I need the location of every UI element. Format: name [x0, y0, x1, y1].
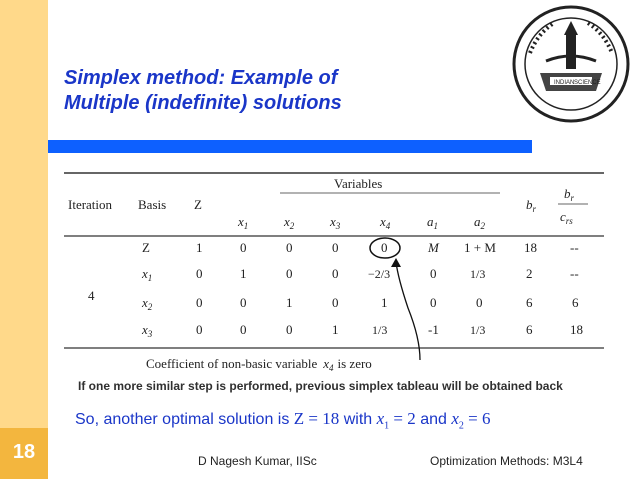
row-x3-x2: 0: [286, 322, 293, 337]
svg-text:a2: [474, 214, 486, 231]
svg-text:x1: [237, 214, 248, 231]
row-x2-basis: $x_2$: [142, 295, 153, 312]
note-line: If one more similar step is performed, previous simplex tableau will be obtained back: [78, 379, 563, 393]
col-a2-base: a: [474, 214, 481, 229]
row-x1-br: 2: [526, 266, 533, 281]
row-x3-x4: 1/3: [372, 323, 388, 337]
col-a2-sub: 2: [480, 221, 485, 231]
row-z-ratio: --: [570, 240, 579, 255]
annotation-arrowhead: [391, 258, 401, 267]
header-ratio-denominator: $c_{rs}$: [560, 209, 573, 226]
col-x3-sub: 3: [335, 221, 341, 231]
row-x1-z: 0: [196, 266, 203, 281]
row-x2-x1: 0: [240, 295, 247, 310]
col-x4-base: x: [380, 214, 386, 229]
col-x1-sub: 1: [243, 221, 249, 231]
row-z-x1: 0: [240, 240, 247, 255]
row-x2-br: 6: [526, 295, 533, 310]
col-a1-sub: 1: [433, 221, 438, 231]
title-underline-rule: [48, 140, 532, 153]
row-x2-x3: 0: [332, 295, 339, 310]
conclusion-x1: = 2: [393, 409, 416, 428]
slide-title: [64, 66, 504, 116]
conclusion-line: So, another optimal solution is Z = 18 with $x_1 = 2$ and $x_2 = 6$: [75, 409, 491, 432]
slide-number: 18: [12, 441, 36, 463]
row-x1-basis: $x_1$: [142, 266, 153, 283]
row-x2-ratio: 6: [572, 295, 579, 310]
annotation-arrow: [396, 262, 420, 360]
row-z-x2: 0: [286, 240, 293, 255]
conclusion-with: with: [339, 411, 377, 428]
row-x2-x2: 1: [286, 295, 293, 310]
slide-title-line-1: Simplex method: Example of: [64, 67, 338, 89]
col-x2-sub: 2: [289, 221, 295, 231]
row-x3-x1: 0: [240, 322, 247, 337]
left-sidebar-band: [0, 0, 48, 479]
conclusion-x2: = 6: [468, 409, 491, 428]
conclusion-and: and: [415, 411, 452, 428]
row-x1-x4: −2/3: [368, 267, 391, 281]
conclusion-z: Z = 18: [293, 409, 340, 428]
slide-title-line-2: Multiple (indefinite) solutions: [64, 92, 342, 114]
row-x3-ratio: 18: [570, 322, 583, 337]
svg-text:a1: [427, 214, 438, 231]
header-variable-columns: [237, 214, 486, 231]
institute-logo: [510, 3, 632, 125]
row-x3-br: 6: [526, 322, 533, 337]
header-br: $b_r$: [526, 197, 537, 214]
table-row: [141, 322, 583, 339]
row-z-x4: 0: [381, 240, 388, 255]
row-x3-basis: $x_3$: [142, 322, 153, 339]
table-row: [141, 266, 579, 283]
row-x1-x1: 1: [240, 266, 247, 281]
row-x1-x2: 0: [286, 266, 293, 281]
table-row: [142, 240, 579, 255]
logo-text-side: SCIENCE: [574, 80, 601, 86]
header-z: Z: [194, 197, 202, 212]
col-x4-sub: 4: [385, 221, 391, 231]
row-x3-x3: 1: [332, 322, 339, 337]
row-x1-a2: 1/3: [470, 267, 486, 281]
col-x1-base: x: [238, 214, 244, 229]
row-z-br: 18: [524, 240, 537, 255]
table-row: [141, 295, 579, 312]
col-x3-base: x: [330, 214, 336, 229]
header-basis: Basis: [138, 197, 167, 212]
row-x3-a2: 1/3: [470, 323, 486, 337]
row-x1-ratio: --: [570, 266, 579, 281]
row-z-x3: 0: [332, 240, 339, 255]
row-z-a2: 1 + M: [464, 240, 496, 255]
row-z-z: 1: [196, 240, 203, 255]
simplex-tableau: [60, 168, 608, 378]
row-x2-x4: 1: [381, 295, 388, 310]
row-x2-z: 0: [196, 295, 203, 310]
footer-course: Optimization Methods: M3L4: [430, 454, 583, 468]
row-z-a1: M: [428, 240, 439, 255]
iteration-value: 4: [88, 288, 95, 303]
row-z-basis: Z: [142, 240, 150, 255]
svg-text:x2: [283, 214, 295, 231]
header-iteration: Iteration: [68, 197, 113, 212]
row-x2-a1: 0: [430, 295, 437, 310]
svg-text:x4: [379, 214, 391, 231]
row-x3-a1: -1: [428, 322, 439, 337]
row-x2-a2: 0: [476, 295, 483, 310]
header-ratio-numerator: $b_r$: [564, 186, 575, 203]
annotation-text: Coefficient of non-basic variable $x_4$ is zero: [146, 356, 372, 373]
row-x1-x3: 0: [332, 266, 339, 281]
footer-author: D Nagesh Kumar, IISc: [198, 454, 317, 468]
conclusion-prefix: So, another optimal solution is: [75, 411, 294, 428]
col-x2-base: x: [284, 214, 290, 229]
row-x3-z: 0: [196, 322, 203, 337]
col-a1-base: a: [427, 214, 434, 229]
row-x1-a1: 0: [430, 266, 437, 281]
logo-text-top: INDIAN: [554, 80, 575, 86]
header-variables: Variables: [334, 176, 383, 191]
svg-text:x3: [329, 214, 341, 231]
